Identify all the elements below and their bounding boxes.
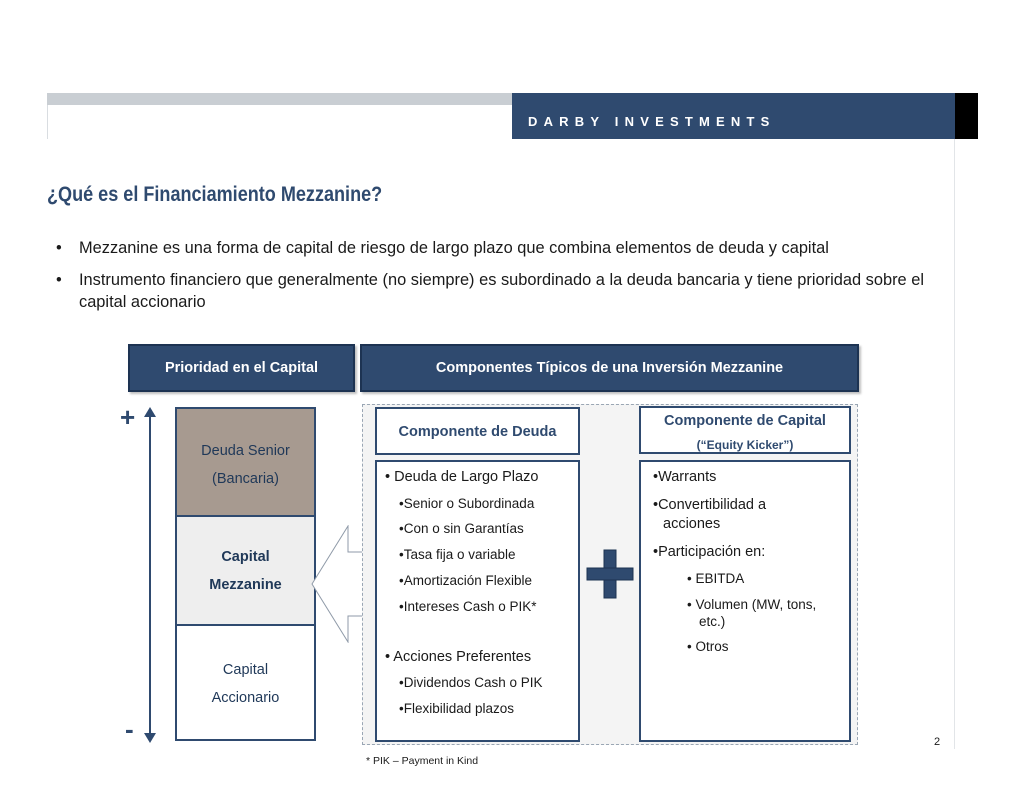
- page-number: 2: [934, 736, 941, 748]
- priority-axis-arrow-icon: [130, 405, 170, 745]
- capital-stack: [175, 407, 316, 741]
- list-item: •Intereses Cash o PIK*: [399, 599, 537, 614]
- list-item: • EBITDA: [687, 571, 745, 586]
- layer-label: Deuda Senior: [201, 443, 290, 459]
- list-item: •Amortización Flexible: [399, 573, 533, 588]
- bullet-dot: •: [56, 239, 62, 257]
- right-divider: [954, 139, 955, 749]
- layer-label: Capital: [221, 549, 270, 565]
- list-item: acciones: [663, 516, 721, 532]
- plus-icon: [585, 548, 635, 600]
- layer-equity: [177, 626, 314, 739]
- page-title: ¿Qué es el Financiamiento Mezzanine?: [47, 183, 383, 206]
- list-item: •Warrants: [653, 469, 717, 485]
- debt-component-list: [375, 460, 580, 742]
- bullet-dot: •: [56, 271, 62, 289]
- list-item: •Participación en:: [653, 544, 766, 560]
- bullet-item: [56, 269, 924, 313]
- list-item: • Acciones Preferentes: [385, 649, 532, 665]
- list-item: • Deuda de Largo Plazo: [385, 469, 539, 485]
- bullet-text: Mezzanine es una forma de capital de riesgo de largo plazo que combina elementos de deuda y capital: [79, 239, 829, 257]
- list-item: •Convertibilidad a: [653, 497, 767, 513]
- layer-mezzanine: [177, 517, 314, 626]
- debt-component-title: Componente de Deuda: [375, 407, 580, 455]
- priority-low-label: -: [125, 714, 134, 744]
- layer-label: Capital: [222, 662, 269, 678]
- layer-label: (Bancaria): [212, 471, 279, 487]
- list-item: •Senior o Subordinada: [399, 496, 535, 511]
- priority-high-label: +: [120, 402, 136, 432]
- bullet-text: Instrumento financiero que generalmente (no siempre) es subordinado a la deuda bancaria y tiene prioridad sobre el capital accionario: [79, 271, 924, 311]
- equity-subtitle-text: (“Equity Kicker”): [696, 438, 794, 452]
- list-item: • Volumen (MW, tons,: [687, 597, 817, 612]
- priority-header: Prioridad en el Capital: [128, 344, 355, 392]
- layer-senior-debt: [177, 409, 314, 517]
- list-item: etc.): [699, 614, 726, 629]
- list-item: •Flexibilidad plazos: [399, 701, 515, 716]
- footnote: * PIK – Payment in Kind: [366, 755, 479, 767]
- list-item: •Con o sin Garantías: [399, 521, 524, 536]
- bullet-item: [56, 237, 924, 259]
- equity-title-text: Componente de Capital: [664, 413, 826, 429]
- callout-arrow-icon: [310, 525, 366, 643]
- list-item: •Dividendos Cash o PIK: [399, 675, 543, 690]
- components-header: Componentes Típicos de una Inversión Mezzanine: [360, 344, 859, 392]
- brand-name: DARBY INVESTMENTS: [528, 114, 776, 129]
- layer-label: Mezzanine: [209, 577, 282, 593]
- equity-component-title: [639, 406, 851, 454]
- header-black-block: [955, 93, 978, 139]
- header-grey-band: [47, 93, 512, 105]
- equity-component-list: [639, 460, 851, 742]
- layer-label: Accionario: [211, 690, 280, 706]
- list-item: •Tasa fija o variable: [399, 547, 516, 562]
- left-divider: [47, 105, 48, 139]
- list-item: • Otros: [687, 639, 729, 654]
